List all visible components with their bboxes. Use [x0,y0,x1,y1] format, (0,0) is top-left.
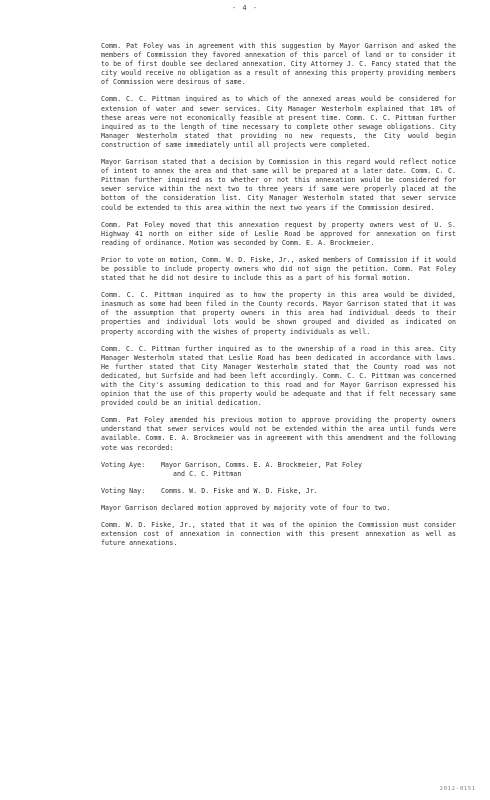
vote-ayes-names [161,461,362,479]
paragraph-3: Mayor Garrison stated that a decision by Commission in this regard would reflect notice of intent to annex the area and that same will be prepared at a later date. Comm. C. C. Pittman further inquired as to whether or not this annexation would be considered for sewer service within the next two to three years if same were properly placed at the bottom of the consideration list. City Manager Westerholm stated that sewer service could be extended to this area within the next two years if the Commission desired. [101,158,456,212]
paragraph-2: Comm. C. C. Pittman inquired as to which of the annexed areas would be considered for extension of water and sewer services. City Manager Westerholm explained that 10% of these areas were not economically feasible at present time. Comm. C. C. Pittman further inquired as to the length of time necessary to complete other sewage obligations. City Manager Westerholm stated that providing no new requests, the City would begin construction of same immediately until all projects were completed. [101,95,456,149]
page-number: - 4 - [231,4,259,12]
vote-ayes-line1: Mayor Garrison, Comms. E. A. Brockmeier, Pat Foley [161,460,362,469]
footer-mark: 2012-0151 [439,786,476,792]
vote-ayes-line2: and C. C. Pittman [173,469,242,478]
vote-ayes-label: Voting Aye: [101,460,146,469]
vote-nay-label: Voting Nay: [101,486,146,495]
paragraph-6: Comm. C. C. Pittman inquired as to how the property in this area would be divided, inasmuch as some had been filed in the County records. Mayor Garrison stated that it was of the assumption that property owners in this area had individual deeds to their properties and individual lots would be shown grouped and divided as indicated on property according with the wishes of property individuals as well. [101,291,456,336]
paragraph-4: Comm. Pat Foley moved that this annexation request by property owners west of U. S. Highway 41 north on either side of Leslie Road be approved for annexation on first reading of ordinance. Motion was seconded by Comm. E. A. Brockmeier. [101,220,456,247]
document-body [101,42,456,556]
vote-ayes [101,461,456,479]
paragraph-closing: Comm. W. D. Fiske, Jr., stated that it was of the opinion the Commission must consider extension cost of annexation in connection with this present annexation as well as future annexations. [101,521,456,548]
vote-nay-names: Comms. W. D. Fiske and W. D. Fiske, Jr. [161,486,318,495]
vote-nay [101,487,456,496]
paragraph-8: Comm. Pat Foley amended his previous motion to approve providing the property owners understand that sewer services would not be extended within the area until funds were available. Comm. E. A. Brockmeier was in agreement with this amendment and the following vote was recorded: [101,416,456,452]
paragraph-result: Mayor Garrison declared motion approved by majority vote of four to two. [101,503,391,512]
paragraph-5: Prior to vote on motion, Comm. W. D. Fiske, Jr., asked members of Commission if it would be possible to include property owners who did not sign the petition. Comm. Pat Foley stated that he did not desire to include this as a part of his formal motion. [101,255,456,283]
paragraph-7: Comm. C. C. Pittman further inquired as to the ownership of a road in this area. City Manager Westerholm stated that Leslie Road has been dedicated in accordance with laws. He further stated that City Manager Westerholm stated that the County road was not dedicated, but Surfside and had been left accordingly. Comm. C. C. Pittman was concerned with the City's assuming dedication to this road and for Mayor Garrison expressed his opinion that the use of this property would be adequate and that if felt necessary same provided could be an initial dedication. [101,344,456,408]
paragraph-1: Comm. Pat Foley was in agreement with this suggestion by Mayor Garrison and asked the members of Commission they favored annexation of this parcel of land or to consider it to be of first double see declared annexation. City Attorney J. C. Fancy stated that the city would receive no obligation as a result of annexing this property providing members of Commission were desirous of same. [101,42,456,87]
